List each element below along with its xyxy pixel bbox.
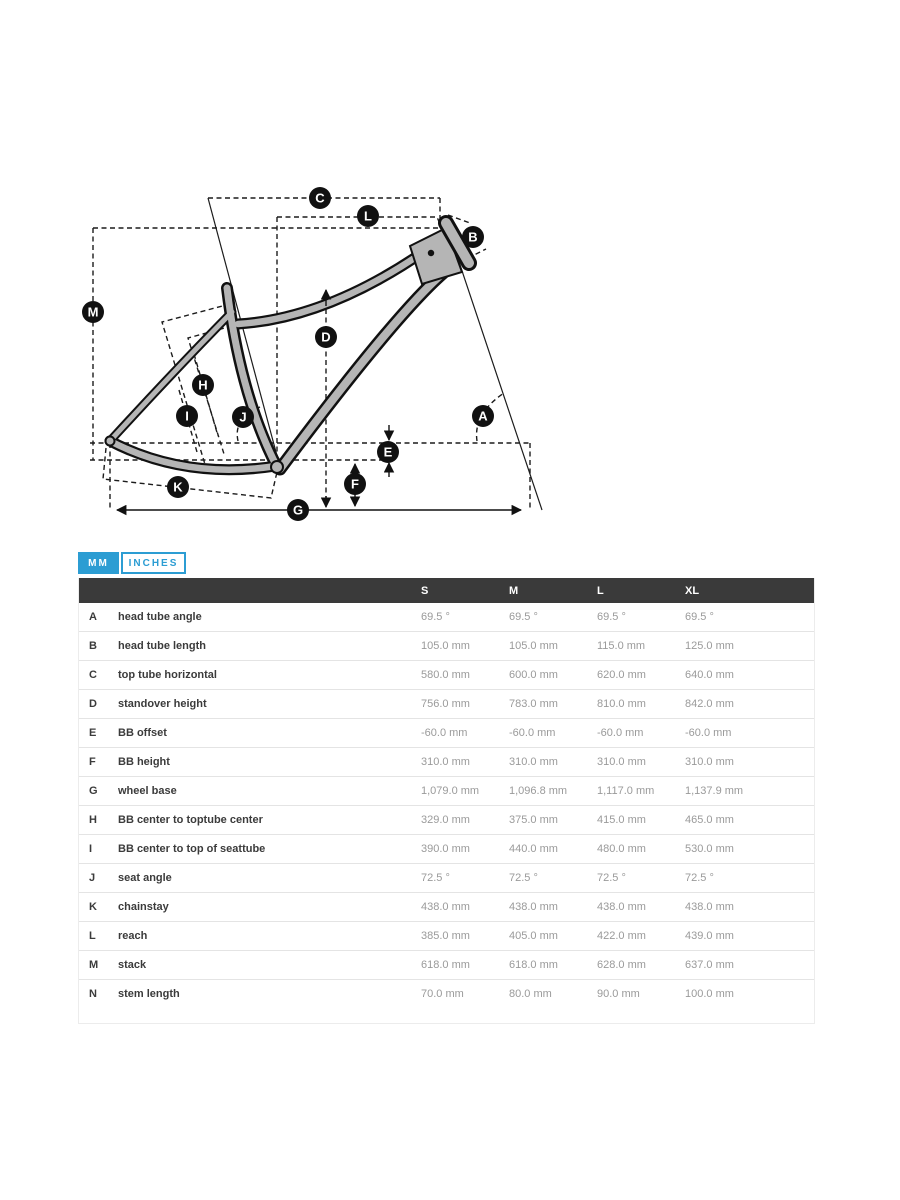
svg-text:L: L xyxy=(364,208,372,224)
row-key: H xyxy=(79,806,118,835)
table-row xyxy=(79,661,814,690)
table-row xyxy=(79,835,814,864)
row-value: 105.0 mm xyxy=(421,632,509,661)
row-value: 310.0 mm xyxy=(685,748,814,777)
row-value: 125.0 mm xyxy=(685,632,814,661)
diagram-marker-h xyxy=(192,374,214,396)
row-value: 530.0 mm xyxy=(685,835,814,864)
diagram-marker-c xyxy=(309,187,331,209)
row-value: 69.5 ° xyxy=(509,603,597,632)
row-key: I xyxy=(79,835,118,864)
row-value: 783.0 mm xyxy=(509,690,597,719)
row-value: 72.5 ° xyxy=(597,864,685,893)
column-header-empty-name xyxy=(118,578,421,603)
row-value: 438.0 mm xyxy=(685,893,814,922)
table-header-row xyxy=(79,578,814,603)
svg-text:A: A xyxy=(478,408,488,424)
row-value: 620.0 mm xyxy=(597,661,685,690)
frame-geometry-svg xyxy=(80,180,550,540)
table-row xyxy=(79,806,814,835)
svg-text:I: I xyxy=(185,408,189,424)
table-row xyxy=(79,603,814,632)
diagram-marker-l xyxy=(357,205,379,227)
inches-toggle-button[interactable]: INCHES xyxy=(121,552,186,574)
svg-text:K: K xyxy=(173,479,183,495)
bottom-bracket xyxy=(271,461,283,473)
row-value: 637.0 mm xyxy=(685,951,814,980)
row-value: 600.0 mm xyxy=(509,661,597,690)
diagram-marker-b xyxy=(462,226,484,248)
row-value: 480.0 mm xyxy=(597,835,685,864)
column-header-empty-key xyxy=(79,578,118,603)
diagram-marker-j xyxy=(232,406,254,428)
row-value: 72.5 ° xyxy=(685,864,814,893)
row-key: C xyxy=(79,661,118,690)
geometry-table xyxy=(79,578,814,1008)
table-row xyxy=(79,748,814,777)
row-value: 390.0 mm xyxy=(421,835,509,864)
row-value: 1,079.0 mm xyxy=(421,777,509,806)
unit-toggle xyxy=(78,552,186,574)
row-value: 72.5 ° xyxy=(421,864,509,893)
diagram-marker-k xyxy=(167,476,189,498)
row-value: 438.0 mm xyxy=(421,893,509,922)
row-key: B xyxy=(79,632,118,661)
table-row xyxy=(79,777,814,806)
column-header-s: S xyxy=(421,578,509,603)
row-label: BB offset xyxy=(118,719,421,748)
row-value: 329.0 mm xyxy=(421,806,509,835)
svg-text:B: B xyxy=(468,229,478,245)
diagram-marker-d xyxy=(315,326,337,348)
row-label: stack xyxy=(118,951,421,980)
svg-text:J: J xyxy=(239,409,247,425)
diagram-marker-a xyxy=(472,405,494,427)
rear-dropout xyxy=(106,437,115,446)
row-key: L xyxy=(79,922,118,951)
table-row xyxy=(79,719,814,748)
row-value: 438.0 mm xyxy=(509,893,597,922)
row-key: N xyxy=(89,988,97,1000)
row-value: -60.0 mm xyxy=(597,719,685,748)
row-label: standover height xyxy=(118,690,421,719)
row-value: 439.0 mm xyxy=(685,922,814,951)
row-value: 80.0 mm xyxy=(509,988,552,1000)
diagram-marker-e xyxy=(377,441,399,463)
table-row xyxy=(79,922,814,951)
row-label: seat angle xyxy=(118,864,421,893)
svg-text:C: C xyxy=(315,190,325,206)
row-key: D xyxy=(79,690,118,719)
row-label: head tube length xyxy=(118,632,421,661)
row-value: 72.5 ° xyxy=(509,864,597,893)
row-label: stem length xyxy=(118,988,180,1000)
table-row xyxy=(79,690,814,719)
table-row xyxy=(79,893,814,922)
row-value: 405.0 mm xyxy=(509,922,597,951)
row-value: 69.5 ° xyxy=(597,603,685,632)
row-value: 90.0 mm xyxy=(597,988,640,1000)
column-header-l: L xyxy=(597,578,685,603)
row-value: 415.0 mm xyxy=(597,806,685,835)
row-value: 69.5 ° xyxy=(421,603,509,632)
row-label: chainstay xyxy=(118,893,421,922)
row-key: K xyxy=(79,893,118,922)
diagram-marker-i xyxy=(176,405,198,427)
row-key: G xyxy=(79,777,118,806)
row-value: 465.0 mm xyxy=(685,806,814,835)
frame-outline xyxy=(106,223,470,473)
row-value: 385.0 mm xyxy=(421,922,509,951)
row-value: 375.0 mm xyxy=(509,806,597,835)
row-value: 842.0 mm xyxy=(685,690,814,719)
row-key: F xyxy=(79,748,118,777)
row-value: 618.0 mm xyxy=(421,951,509,980)
row-value: 440.0 mm xyxy=(509,835,597,864)
row-key: J xyxy=(79,864,118,893)
row-value: 438.0 mm xyxy=(597,893,685,922)
svg-text:F: F xyxy=(351,476,359,492)
row-value: 640.0 mm xyxy=(685,661,814,690)
row-label: wheel base xyxy=(118,777,421,806)
row-value: 422.0 mm xyxy=(597,922,685,951)
row-value: 810.0 mm xyxy=(597,690,685,719)
table-row xyxy=(79,980,814,1009)
row-value: 628.0 mm xyxy=(597,951,685,980)
cable-port-dot xyxy=(428,250,434,256)
column-header-xl: XL xyxy=(685,578,814,603)
row-label: reach xyxy=(118,922,421,951)
diagram-marker-g xyxy=(287,499,309,521)
row-key: M xyxy=(79,951,118,980)
svg-text:G: G xyxy=(292,502,304,518)
table-row xyxy=(79,632,814,661)
row-value: 756.0 mm xyxy=(421,690,509,719)
row-key: A xyxy=(79,603,118,632)
diagram-marker-m xyxy=(82,301,104,323)
row-value: 1,096.8 mm xyxy=(509,777,597,806)
svg-text:E: E xyxy=(383,444,393,460)
table-row xyxy=(79,864,814,893)
row-value: 70.0 mm xyxy=(421,988,464,1000)
row-value: 1,117.0 mm xyxy=(597,777,685,806)
svg-text:M: M xyxy=(87,304,99,320)
row-value: 310.0 mm xyxy=(509,748,597,777)
row-key: E xyxy=(79,719,118,748)
row-value: -60.0 mm xyxy=(509,719,597,748)
mm-toggle-button[interactable]: MM xyxy=(78,552,119,574)
row-label: BB center to toptube center xyxy=(118,806,421,835)
row-label: top tube horizontal xyxy=(118,661,421,690)
table-row xyxy=(79,951,814,980)
column-header-m: M xyxy=(509,578,597,603)
row-value: 310.0 mm xyxy=(421,748,509,777)
row-value: 105.0 mm xyxy=(509,632,597,661)
row-value: 580.0 mm xyxy=(421,661,509,690)
row-value: 69.5 ° xyxy=(685,603,814,632)
row-label: BB center to top of seattube xyxy=(118,835,421,864)
diagram-marker-f xyxy=(344,473,366,495)
frame-geometry-diagram xyxy=(80,180,550,540)
svg-text:D: D xyxy=(321,329,331,345)
row-value: 618.0 mm xyxy=(509,951,597,980)
row-value: 115.0 mm xyxy=(597,632,685,661)
row-label: BB height xyxy=(118,748,421,777)
row-value: -60.0 mm xyxy=(685,719,814,748)
row-value: 310.0 mm xyxy=(597,748,685,777)
row-label: head tube angle xyxy=(118,603,421,632)
row-value: 1,137.9 mm xyxy=(685,777,814,806)
row-value: 100.0 mm xyxy=(685,988,734,1000)
geometry-table-container xyxy=(78,578,815,1024)
svg-text:H: H xyxy=(198,377,208,393)
row-value: -60.0 mm xyxy=(421,719,509,748)
